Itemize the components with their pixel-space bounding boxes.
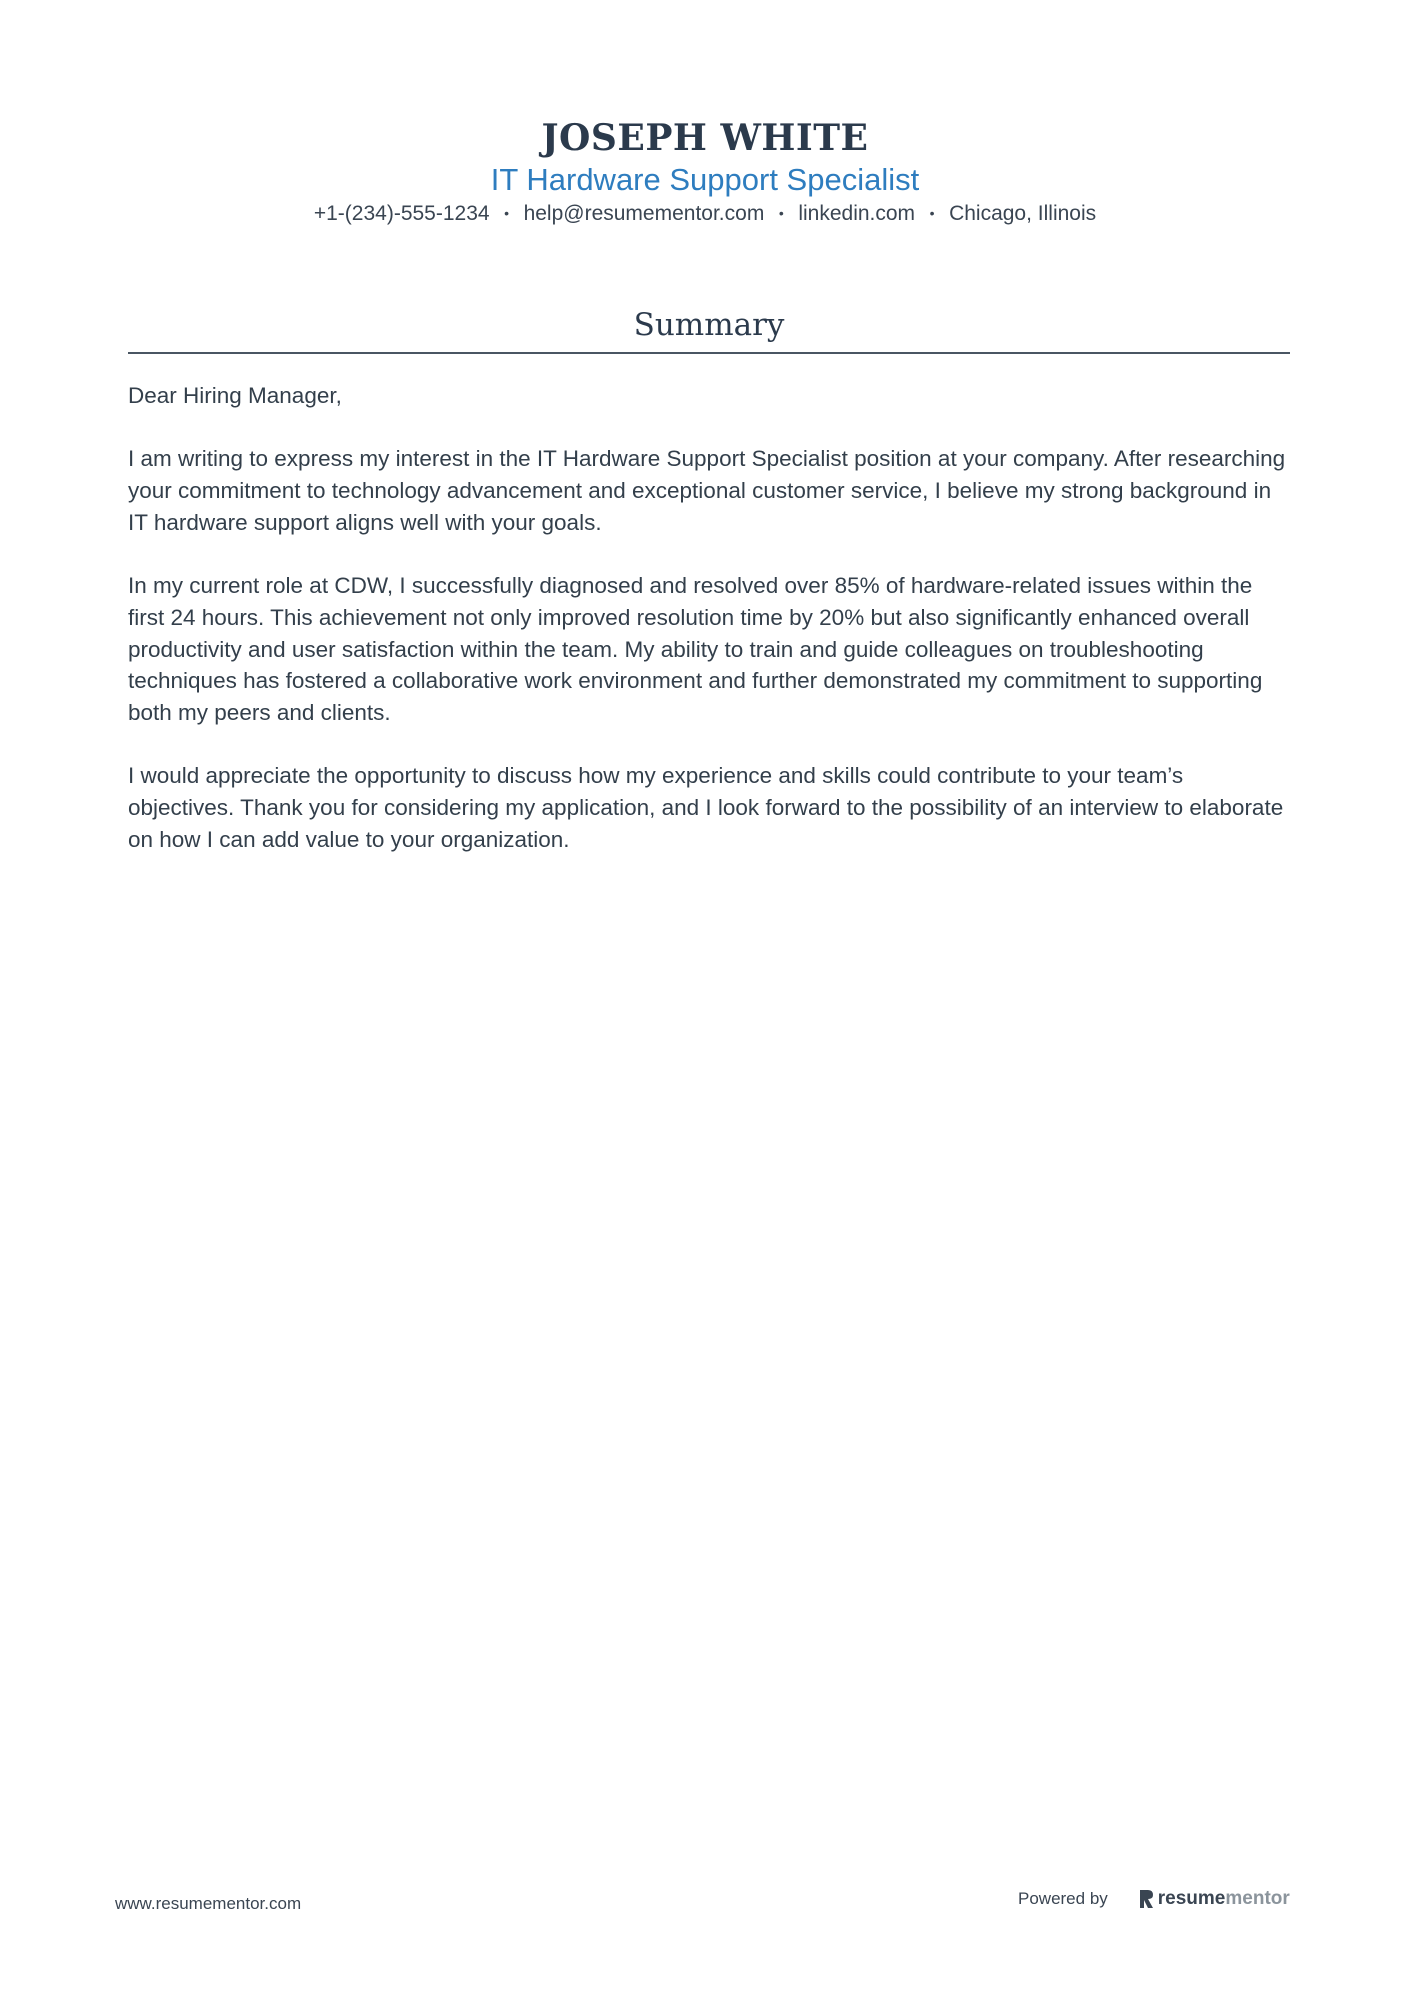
brand-logo: [1138, 1888, 1290, 1910]
footer-branding: [1018, 1888, 1290, 1910]
header: [0, 113, 1410, 229]
job-title: IT Hardware Support Specialist: [490, 162, 920, 197]
resumementor-logo-icon: [1138, 1889, 1154, 1909]
brand-name-bold: resume: [1157, 1888, 1226, 1909]
letter-body: [128, 380, 1293, 887]
section-divider: [128, 352, 1290, 354]
separator-dot: •: [778, 205, 784, 221]
footer-website: www.resumementor.com: [115, 1894, 302, 1913]
separator-dot: •: [929, 205, 935, 221]
separator-dot: •: [504, 205, 510, 221]
candidate-name: JOSEPH WHITE: [541, 117, 869, 159]
contact-email: help@resumementor.com: [523, 202, 765, 225]
brand-name-light: mentor: [1225, 1888, 1290, 1909]
contact-phone: +1-(234)-555-1234: [313, 202, 490, 225]
section-title-summary: Summary: [633, 307, 785, 343]
letter-paragraph: I am writing to express my interest in the IT Hardware Support Specialist position at your company. After researching your commitment to technology advancement and exceptional customer service, I believe my strong background in IT hardware support aligns well with your goals.: [128, 446, 1286, 535]
contact-linkedin: linkedin.com: [798, 202, 916, 225]
letter-paragraph: In my current role at CDW, I successfully diagnosed and resolved over 85% of hardware-related issues within the first 24 hours. This achievement not only improved resolution time by 20% but also significantly enhanced overall productivity and user satisfaction within the team. My ability to train and guide colleagues on troubleshooting techniques has fostered a collaborative work environment and further demonstrated my commitment to supporting both my peers and clients.: [128, 573, 1263, 725]
contact-location: Chicago, Illinois: [949, 202, 1097, 225]
powered-by-label: Powered by: [1018, 1889, 1108, 1908]
contact-line: [0, 198, 1410, 229]
salutation: Dear Hiring Manager,: [128, 383, 342, 408]
letter-paragraph: I would appreciate the opportunity to discuss how my experience and skills could contribute to your team’s objectives. Thank you for considering my application, and I look forward to the possibility of an interview to elaborate on how I can add value to your organization.: [128, 763, 1284, 852]
